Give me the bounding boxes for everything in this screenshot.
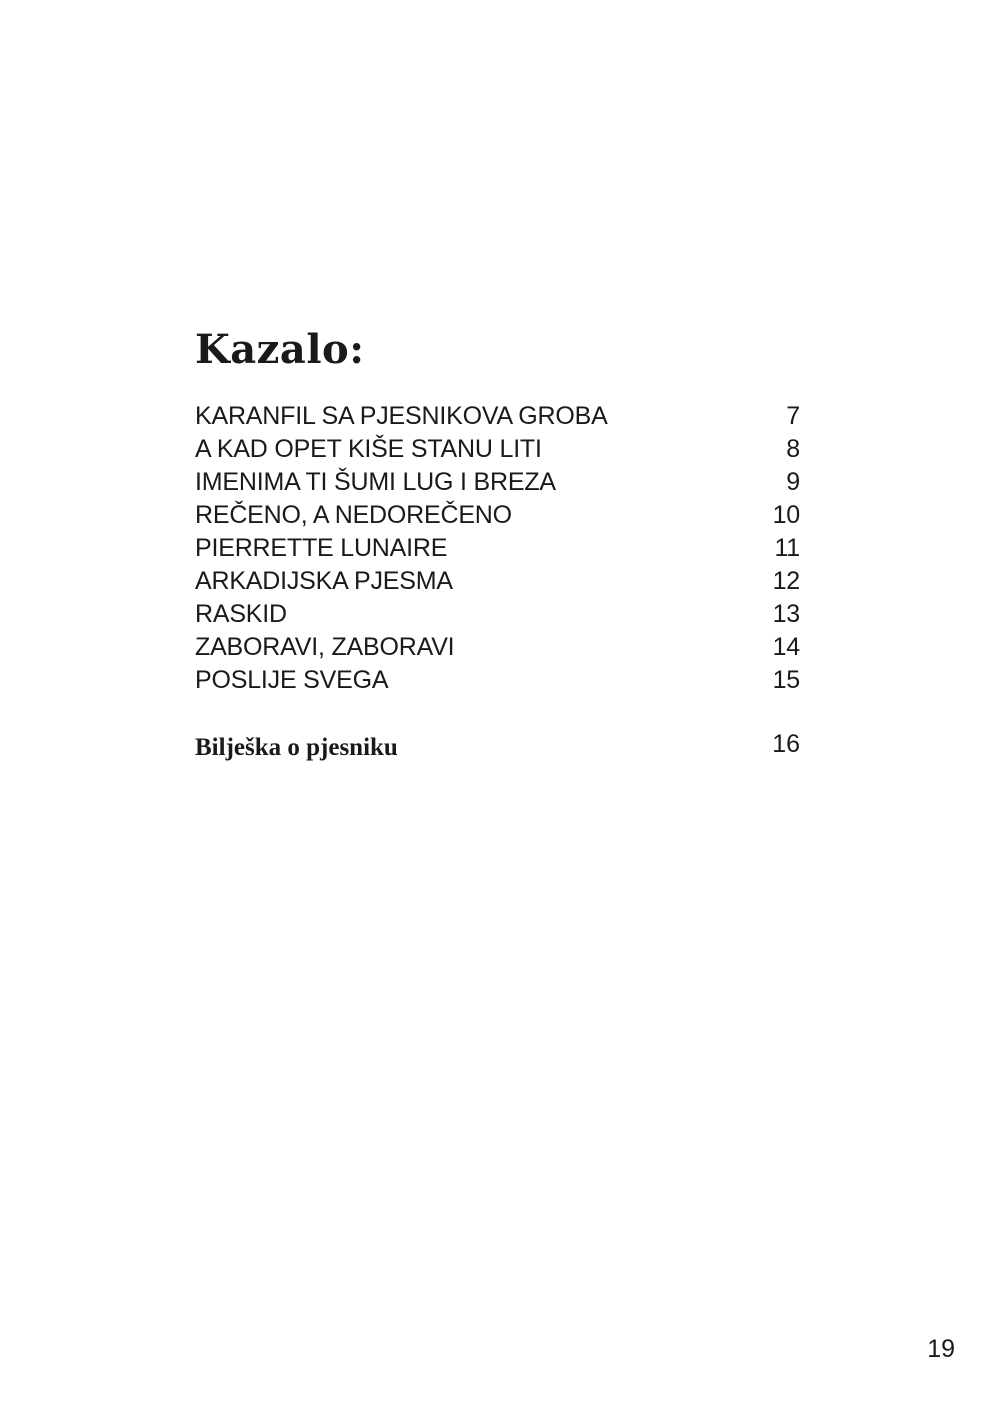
toc-entry [195, 433, 800, 466]
toc-entry [195, 631, 800, 664]
table-of-contents [195, 400, 800, 697]
toc-note-page: 16 [772, 730, 800, 758]
toc-entry-page: 9 [786, 468, 800, 496]
toc-entry-page: 13 [772, 600, 800, 628]
toc-entry-page: 8 [786, 435, 800, 463]
page-number: 19 [927, 1335, 955, 1363]
toc-entry [195, 400, 800, 433]
toc-entry-page: 11 [774, 534, 800, 562]
toc-entry [195, 664, 800, 697]
toc-entry-title: A KAD OPET KIŠE STANU LITI [195, 435, 542, 463]
toc-entry-title: KARANFIL SA PJESNIKOVA GROBA [195, 402, 608, 430]
toc-entry [195, 499, 800, 532]
toc-note-entry [195, 729, 800, 765]
toc-entry-page: 7 [786, 402, 800, 430]
toc-entry-title: ARKADIJSKA PJESMA [195, 567, 453, 595]
toc-entry [195, 598, 800, 631]
toc-entry-title: REČENO, A NEDOREČENO [195, 501, 512, 529]
toc-heading: Kazalo: [195, 326, 365, 373]
toc-entry-title: POSLIJE SVEGA [195, 666, 389, 694]
toc-note-title: Bilješka o pjesniku [195, 734, 398, 761]
toc-entry-page: 14 [772, 633, 800, 661]
toc-entry [195, 565, 800, 598]
toc-entry-page: 15 [772, 666, 800, 694]
toc-entry-page: 10 [772, 501, 800, 529]
toc-entry [195, 466, 800, 499]
toc-entry-title: RASKID [195, 600, 287, 628]
toc-entry-page: 12 [772, 567, 800, 595]
toc-entry-title: ZABORAVI, ZABORAVI [195, 633, 455, 661]
toc-entry-title: IMENIMA TI ŠUMI LUG I BREZA [195, 468, 556, 496]
toc-entry [195, 532, 800, 565]
toc-entry-title: PIERRETTE LUNAIRE [195, 534, 448, 562]
